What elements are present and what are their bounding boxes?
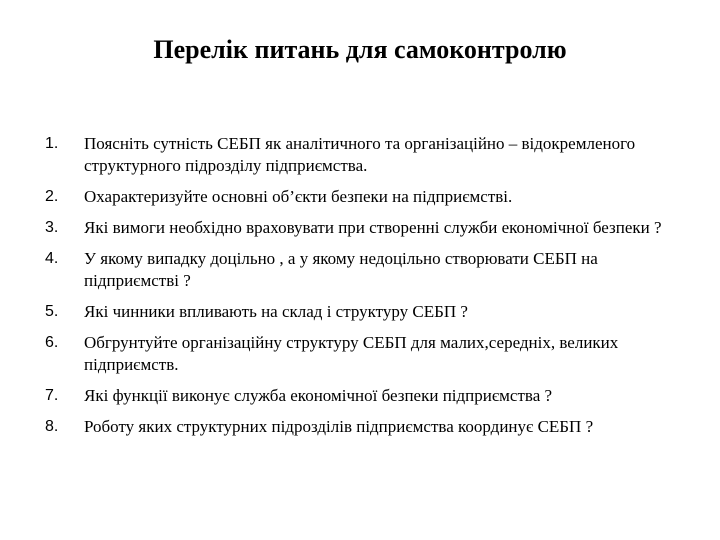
slide-title: Перелік питань для самоконтролю (153, 35, 567, 64)
question-item (45, 301, 685, 323)
question-item (45, 332, 685, 376)
question-text: Які чинники впливають на склад і структуру СЕБП ? (84, 302, 468, 321)
question-text: Які функції виконує служба економічної безпеки підприємства ? (84, 386, 553, 405)
question-text: Охарактеризуйте основні об’єкти безпеки на підприємстві. (84, 187, 513, 206)
question-item (45, 385, 685, 407)
question-item (45, 217, 685, 239)
question-number: 1. (45, 135, 59, 152)
question-item (45, 416, 685, 438)
question-item (45, 186, 685, 208)
question-number: 2. (45, 188, 59, 205)
question-item (45, 248, 685, 292)
question-number: 7. (45, 387, 59, 404)
question-number: 6. (45, 334, 59, 351)
questions-list (45, 133, 685, 447)
question-item (45, 133, 685, 177)
question-text: Поясніть сутність СЕБП як аналітичного та організаційно – відокремленого структурного підрозділу підприємства. (84, 134, 636, 175)
question-number: 3. (45, 219, 59, 236)
question-text: Роботу яких структурних підрозділів підприємства координує СЕБП ? (84, 417, 594, 436)
question-text: У якому випадку доцільно , а у якому недоцільно створювати СЕБП на підприємстві ? (84, 249, 598, 290)
question-text: Обгрунтуйте організаційну структуру СЕБП для малих,середніх, великих підприємств. (84, 333, 619, 374)
question-number: 5. (45, 303, 59, 320)
question-text: Які вимоги необхідно враховувати при створенні служби економічної безпеки ? (84, 218, 662, 237)
question-number: 8. (45, 418, 59, 435)
question-number: 4. (45, 250, 59, 267)
